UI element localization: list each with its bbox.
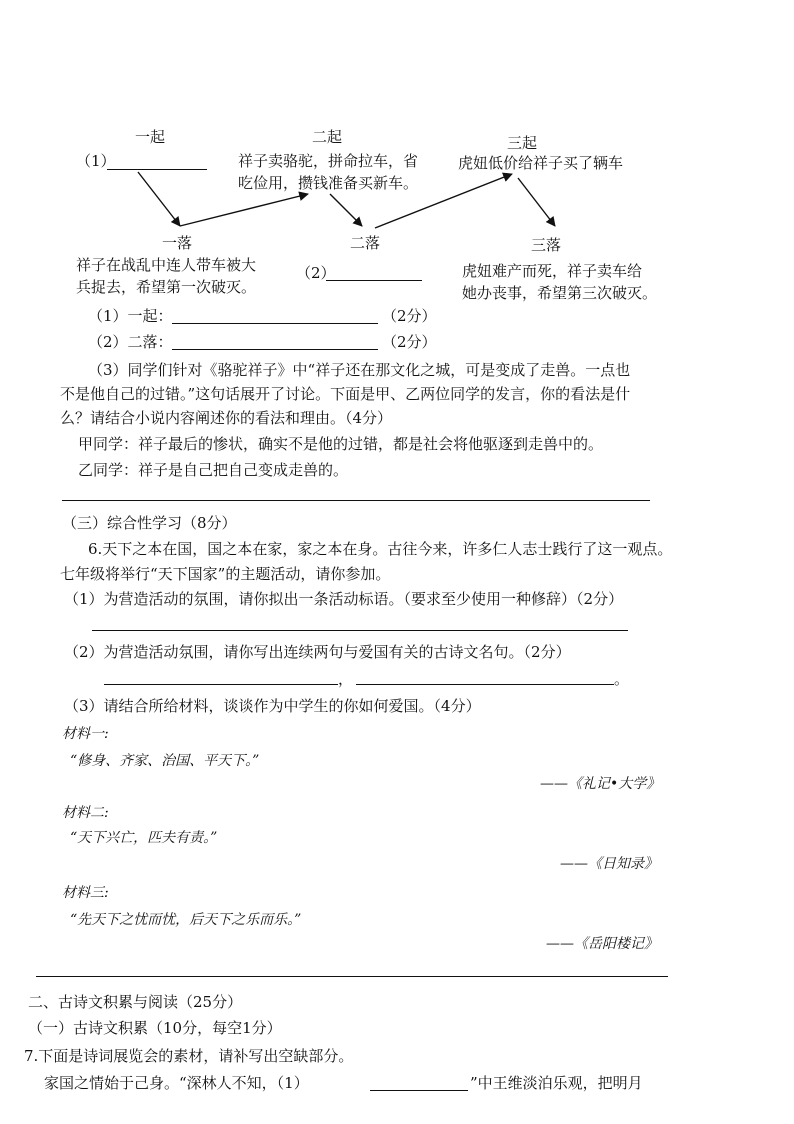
arrow-rise1-to-fall1 bbox=[138, 172, 180, 226]
q6-1-answer-line[interactable] bbox=[92, 630, 628, 631]
q7-line-end: ”中王维淡泊乐观，把明月 bbox=[470, 1074, 643, 1092]
arrow-fall2-to-rise3 bbox=[375, 174, 512, 228]
material-3-label: 材料三: bbox=[62, 885, 109, 901]
q5-3-line-3: 么？请结合小说内容阐述你的看法和理由。（4分） bbox=[60, 409, 393, 427]
q7-prompt: 7.下面是诗词展览会的素材，请补写出空缺部分。 bbox=[24, 1047, 354, 1065]
fall-1-label: 一落 bbox=[162, 234, 193, 252]
part-2-title: 二、古诗文积累与阅读（25分） bbox=[28, 993, 243, 1011]
rise-2-text-line-2: 吃俭用，攒钱准备买新车。 bbox=[238, 174, 419, 192]
blank-2-line[interactable] bbox=[326, 280, 422, 281]
answer-1-label: （1）一起： bbox=[88, 307, 173, 325]
q6-2-comma: ， bbox=[338, 670, 354, 688]
q6-intro-line-1: 6.天下之本在国，国之本在家，家之本在身。古往今来，许多仁人志士践行了这一观点。 bbox=[88, 540, 673, 558]
q6-2-answer-line-1[interactable] bbox=[104, 684, 338, 685]
material-3-source: ——《岳阳楼记》 bbox=[546, 936, 658, 952]
q6-3-prompt: （3）请结合所给材料，谈谈作为中学生的你如何爱国。（4分） bbox=[64, 697, 481, 715]
rise-3-label: 三起 bbox=[507, 134, 538, 152]
blank-2-label: （2） bbox=[296, 264, 336, 282]
q6-2-prompt: （2）为营造活动氛围，请你写出连续两句与爱国有关的古诗文名句。（2分） bbox=[64, 643, 571, 661]
q5-3-line-2: 不是他自己的过错。”这句话展开了讨论。下面是甲、乙两位同学的发言，你的看法是什 bbox=[60, 385, 631, 403]
q7-blank-1-line[interactable] bbox=[370, 1090, 468, 1091]
material-1-source: ——《礼记•大学》 bbox=[540, 776, 661, 792]
answer-3-line[interactable] bbox=[62, 500, 650, 501]
fall-3-text-line-2: 她办丧事，希望第三次破灭。 bbox=[462, 284, 658, 302]
material-2-text: “天下兴亡，匹夫有责。” bbox=[70, 830, 218, 846]
blank-1-label: （1） bbox=[76, 152, 116, 170]
q6-1-prompt: （1）为营造活动的氛围，请你拟出一条活动标语。（要求至少使用一种修辞）（2分） bbox=[64, 590, 624, 608]
answer-1-line[interactable] bbox=[172, 323, 378, 324]
q6-intro-line-2: 七年级将举行“天下国家”的主题活动，请你参加。 bbox=[60, 565, 391, 583]
section-3-title: （三）综合性学习（8分） bbox=[62, 514, 237, 532]
rise-2-label: 二起 bbox=[312, 128, 343, 146]
material-2-source: ——《日知录》 bbox=[560, 856, 658, 872]
q6-3-answer-line[interactable] bbox=[36, 976, 668, 977]
q6-2-period: 。 bbox=[614, 670, 630, 688]
fall-3-text-line-1: 虎妞难产而死，祥子卖车给 bbox=[462, 262, 643, 280]
fall-1-text-line-2: 兵捉去，希望第一次破灭。 bbox=[76, 278, 257, 296]
fall-2-label: 二落 bbox=[350, 234, 381, 252]
answer-1-score: （2分） bbox=[382, 307, 437, 325]
fall-3-label: 三落 bbox=[531, 236, 562, 254]
student-jia-opinion: 甲同学：祥子最后的惨状，确实不是他的过错，都是社会将他驱逐到走兽中的。 bbox=[78, 435, 604, 453]
rise-2-text-line-1: 祥子卖骆驼，拼命拉车，省 bbox=[238, 152, 419, 170]
q6-2-answer-line-2[interactable] bbox=[356, 684, 614, 685]
student-yi-opinion: 乙同学：祥子是自己把自己变成走兽的。 bbox=[78, 461, 349, 479]
diagram-arrows bbox=[0, 0, 794, 300]
answer-2-line[interactable] bbox=[172, 349, 378, 350]
material-2-label: 材料二: bbox=[62, 805, 109, 821]
material-1-text: “修身、齐家、治国、平天下。” bbox=[70, 753, 260, 769]
fall-1-text-line-1: 祥子在战乱中连人带车被大 bbox=[76, 256, 257, 274]
q5-3-line-1: （3）同学们针对《骆驼祥子》中“祥子还在那文化之城，可是变成了走兽。一点也 bbox=[88, 361, 631, 379]
answer-2-label: （2）二落： bbox=[88, 333, 173, 351]
material-3-text: “先天下之忧而忧，后天下之乐而乐。” bbox=[70, 912, 302, 928]
rise-3-text: 虎妞低价给祥子买了辆车 bbox=[458, 154, 624, 172]
q7-line-start: 家国之情始于己身。“深林人不知，（1） bbox=[44, 1074, 309, 1092]
part-2-subsection: （一）古诗文积累（10分，每空1分） bbox=[28, 1019, 282, 1037]
rise-1-label: 一起 bbox=[135, 128, 166, 146]
material-1-label: 材料一: bbox=[62, 726, 109, 742]
arrow-rise3-to-fall3 bbox=[518, 178, 555, 226]
answer-2-score: （2分） bbox=[382, 333, 437, 351]
arrow-rise2-to-fall2 bbox=[330, 194, 362, 226]
arrow-fall1-to-rise2 bbox=[180, 194, 308, 226]
